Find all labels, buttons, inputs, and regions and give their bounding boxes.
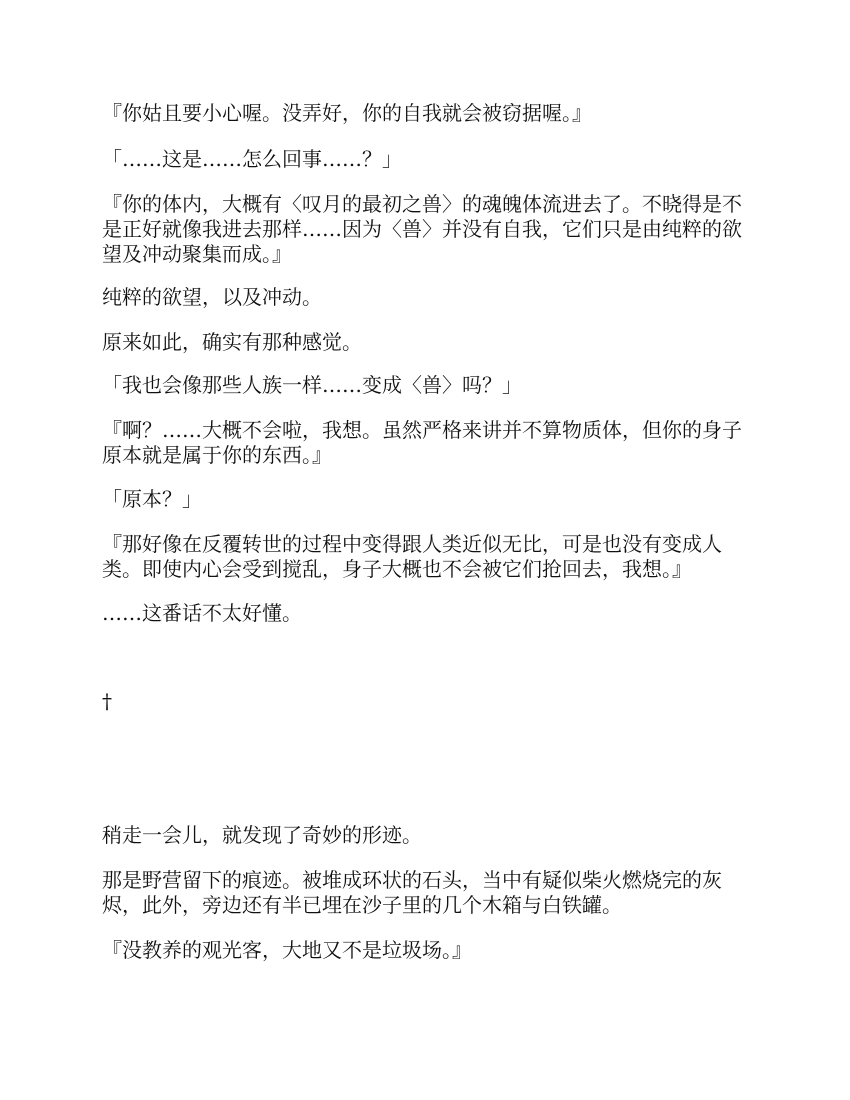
dialogue-paragraph: 「我也会像那些人族一样……变成〈兽〉吗？」 xyxy=(102,373,522,397)
dialogue-paragraph: 「……这是……怎么回事……？」 xyxy=(102,147,402,171)
narration-paragraph: 纯粹的欲望，以及冲动。 xyxy=(102,285,322,309)
dialogue-paragraph: 『你的体内，大概有〈叹月的最初之兽〉的魂魄体流进去了。不晓得是不是正好就像我进去那样……因为〈兽〉并没有自我，它们只是由纯粹的欲望及冲动聚集而成。』 xyxy=(102,192,742,266)
narration-paragraph: ……这番话不太好懂。 xyxy=(102,601,302,625)
dialogue-paragraph: 『那好像在反覆转世的过程中变得跟人类近似无比，可是也没有变成人类。即使内心会受到搅乱，身子大概也不会被它们抢回去，我想。』 xyxy=(102,532,722,581)
dialogue-paragraph: 「原本？」 xyxy=(102,487,202,511)
dialogue-paragraph: 『没教养的观光客，大地又不是垃圾场。』 xyxy=(102,938,472,962)
dialogue-paragraph: 『啊？……大概不会啦，我想。虽然严格来讲并不算物质体，但你的身子原本就是属于你的东西。』 xyxy=(102,418,742,467)
section-separator: † xyxy=(102,689,112,713)
narration-paragraph: 那是野营留下的痕迹。被堆成环状的石头，当中有疑似柴火燃烧完的灰烬，此外，旁边还有半已埋在沙子里的几个木箱与白铁罐。 xyxy=(102,868,722,917)
narration-paragraph: 原来如此，确实有那种感觉。 xyxy=(102,330,362,354)
narration-paragraph: 稍走一会儿，就发现了奇妙的形迹。 xyxy=(102,823,422,847)
dialogue-paragraph: 『你姑且要小心喔。没弄好，你的自我就会被窃据喔。』 xyxy=(102,101,592,125)
